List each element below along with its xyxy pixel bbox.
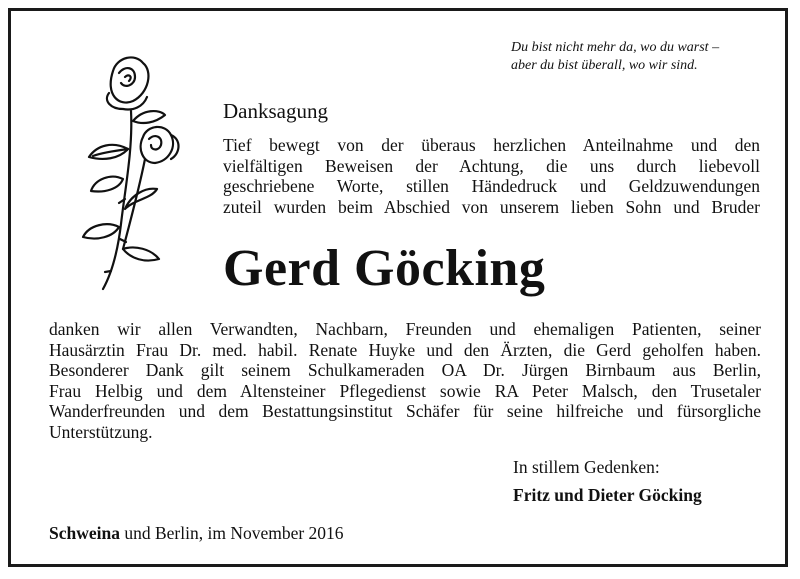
place-town: Schweina xyxy=(49,523,120,543)
body-line: Unterstützung. xyxy=(49,421,153,442)
place-rest: und Berlin, im November 2016 xyxy=(119,523,344,543)
body-line: Frau Helbig und dem Altensteiner Pflegedienst sowie RA Peter Malsch, den Trusetaler xyxy=(49,380,761,401)
memory-line: In stillem Gedenken: xyxy=(513,457,660,477)
deceased-name: Gerd Göcking xyxy=(223,240,546,297)
intro-line: Tief bewegt von der überaus herzlichen Anteilnahme und den xyxy=(223,135,760,155)
body-line: Besonderer Dank gilt seinem Schulkameraden OA Dr. Jürgen Birnbaum aus Berlin, xyxy=(49,360,761,380)
heading-danksagung: Danksagung xyxy=(223,99,328,123)
intro-line: vielfältigen Beweisen der Achtung, die uns durch liebevoll xyxy=(223,155,760,176)
motto-line-2: aber du bist überall, wo wir sind. xyxy=(511,58,698,73)
rose-icon xyxy=(73,49,203,299)
body-line: Wanderfreunden und dem Bestattungsinstitut Schäfer für seine hilfreiche und fürsorgliche xyxy=(49,401,761,421)
intro-paragraph xyxy=(223,135,760,217)
signers: Fritz und Dieter Göcking xyxy=(513,485,702,505)
body-line: danken wir allen Verwandten, Nachbarn, Freunden und ehemaligen Patienten, seiner xyxy=(49,319,761,339)
motto-quote xyxy=(511,39,771,75)
thanks-paragraph xyxy=(49,319,761,442)
motto-line-1: Du bist nicht mehr da, wo du warst – xyxy=(511,40,720,55)
intro-line: zuteil wurden beim Abschied von unserem lieben Sohn und Bruder xyxy=(223,196,760,217)
body-line: Hausärztin Frau Dr. med. habil. Renate Huyke und den Ärzten, die Gerd geholfen haben. xyxy=(49,339,761,360)
place-date-line xyxy=(49,523,344,544)
intro-line: geschriebene Worte, stillen Händedruck und Geldzuwendungen xyxy=(223,176,760,196)
obituary-notice xyxy=(8,8,788,567)
